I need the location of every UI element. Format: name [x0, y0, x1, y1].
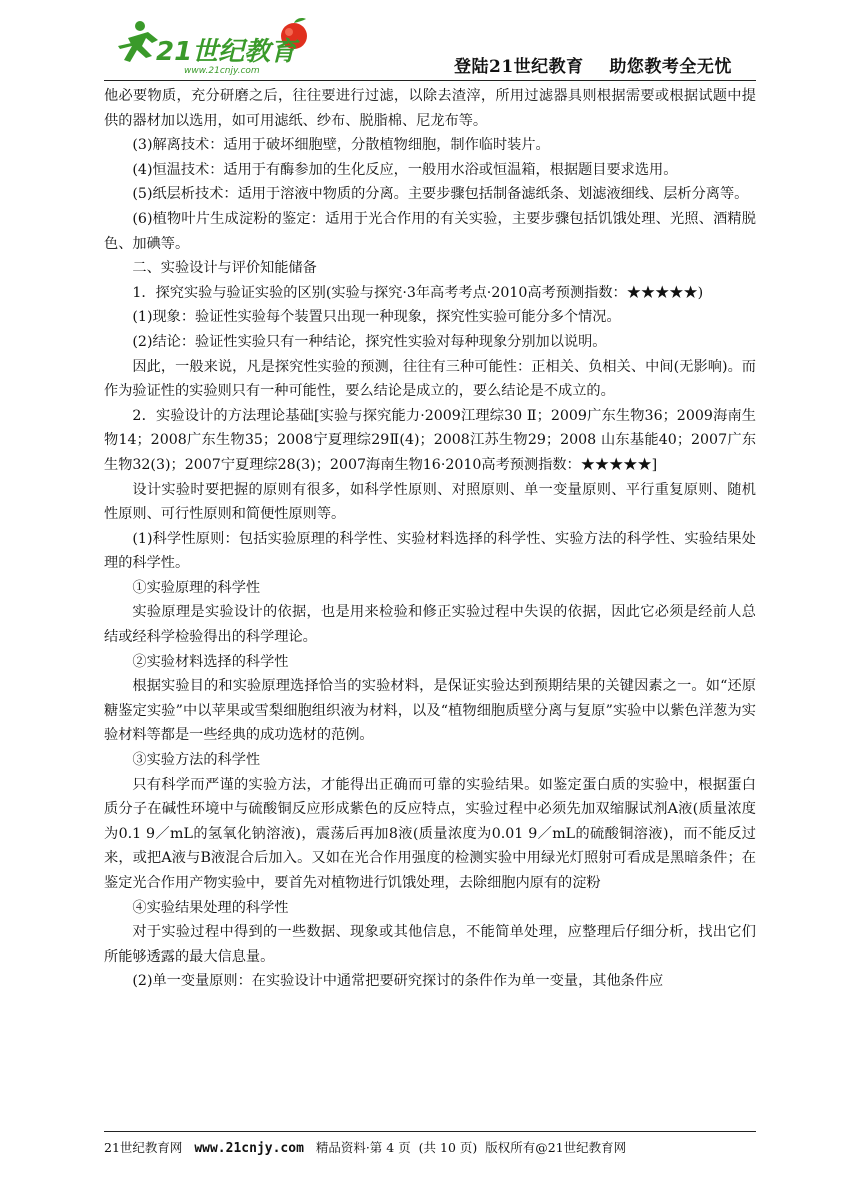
- paragraph: 他必要物质，充分研磨之后，往往要进行过滤，以除去渣滓，所用过滤器具则根据需要或根据试题中提供的器材加以选用，如可用滤纸、纱布、脱脂棉、尼龙布等。: [104, 88, 756, 129]
- svg-text:21世纪教育: 21世纪教育: [156, 37, 297, 67]
- paragraph: 只有科学而严谨的实验方法，才能得出正确而可靠的实验结果。如鉴定蛋白质的实验中，根据蛋白质分子在碱性环境中与硫酸铜反应形成紫色的反应特点，实验过程中必须先加双缩脲试剂A液(质量浓度为0.1 9／mL的氢氧化钠溶液)，震荡后再加8液(质量浓度为0.01 9／mL的硫酸铜溶液)，而不能反过来，或把A液与B液混合后加入。又如在光合作用强度的检测实验中用绿光灯照射可看成是黑暗条件；在鉴定光合作用产物实验中，要首先对植物进行饥饿处理，去除细胞内原有的淀粉: [104, 776, 756, 891]
- paragraph: (3)解离技术：适用于破坏细胞壁，分散植物细胞，制作临时装片。: [132, 137, 550, 154]
- paragraph: ④实验结果处理的科学性: [132, 899, 289, 916]
- paragraph: 1．探究实验与验证实验的区别(实验与探究·3年高考考点·2010高考预测指数：★★★★★): [132, 284, 704, 301]
- paragraph: 实验原理是实验设计的依据，也是用来检验和修正实验过程中失误的依据，因此它必须是经前人总结或经科学检验得出的科学理论。: [104, 604, 756, 646]
- paragraph: (4)恒温技术：适用于有酶参加的生化反应，一般用水浴或恒温箱，根据题目要求选用。: [132, 161, 678, 178]
- paragraph: (2)结论：验证性实验只有一种结论，探究性实验对每种现象分别加以说明。: [132, 333, 607, 350]
- paragraph: 设计实验时要把握的原则有很多，如科学性原则、对照原则、单一变量原则、平行重复原则、随机性原则、可行性原则和简便性原则等。: [104, 481, 756, 523]
- logo: [118, 16, 318, 76]
- paragraph: (2)单一变量原则：在实验设计中通常把要研究探讨的条件作为单一变量，其他条件应: [132, 973, 664, 990]
- paragraph: ①实验原理的科学性: [132, 579, 261, 596]
- footer-page-info: 精品资料·第 4 页 (共 10 页) 版权所有@21世纪教育网: [303, 1140, 627, 1155]
- footer-left: 21世纪教育网: [104, 1140, 195, 1155]
- document-body: [104, 84, 756, 994]
- paragraph: 2．实验设计的方法理论基础[实验与探究能力·2009江理综30 Ⅱ；2009广东生物36；2009海南生物14；2008广东生物35；2008宁夏理综29Ⅱ(4)；2008江苏生物29；2008 山东基能40；2007广东生物32(3)；2007宁夏理综28(3)；2007海南生物16·2010高考预测指数：★★★★★]: [104, 407, 757, 473]
- page-footer: [104, 1138, 756, 1156]
- runner-icon: [118, 21, 158, 62]
- paragraph: 二、实验设计与评价知能储备: [132, 260, 317, 277]
- paragraph: 因此，一般来说，凡是探究性实验的预测，往往有三种可能性：正相关、负相关、中间(无影响)。而作为验证性的实验则只有一种可能性，要么结论是成立的，要么结论是不成立的。: [104, 358, 756, 400]
- page-header: [0, 0, 860, 82]
- paragraph: ③实验方法的科学性: [132, 752, 261, 769]
- paragraph: 根据实验目的和实验原理选择恰当的实验材料，是保证实验达到预期结果的关键因素之一。如“还原糖鉴定实验”中以苹果或雪梨细胞组织液为材料，以及“植物细胞质壁分离与复原”实验中以紫色洋葱为实验材料等都是一些经典的成功选材的范例。: [104, 678, 756, 744]
- svg-text:www.21cnjy.com: www.21cnjy.com: [184, 66, 260, 76]
- paragraph: ②实验材料选择的科学性: [132, 653, 289, 670]
- paragraph: (5)纸层析技术：适用于溶液中物质的分离。主要步骤包括制备滤纸条、划滤液细线、层析分离等。: [132, 186, 749, 203]
- footer-divider: [104, 1131, 756, 1132]
- paragraph: (1)现象：验证性实验每个装置只出现一种现象，探究性实验可能分多个情况。: [132, 309, 621, 326]
- paragraph: 对于实验过程中得到的一些数据、现象或其他信息，不能简单处理，应整理后仔细分析，找出它们所能够透露的最大信息量。: [104, 924, 756, 965]
- paragraph: (6)植物叶片生成淀粉的鉴定：适用于光合作用的有关实验，主要步骤包括饥饿处理、光照、酒精脱色、加碘等。: [104, 210, 756, 252]
- footer-site-link[interactable]: www.21cnjy.com: [194, 1141, 304, 1156]
- header-slogan: 登陆21世纪教育 助您教考全无忧: [454, 57, 732, 77]
- header-divider: [104, 80, 756, 81]
- paragraph: (1)科学性原则：包括实验原理的科学性、实验材料选择的科学性、实验方法的科学性、实验结果处理的科学性。: [104, 530, 756, 572]
